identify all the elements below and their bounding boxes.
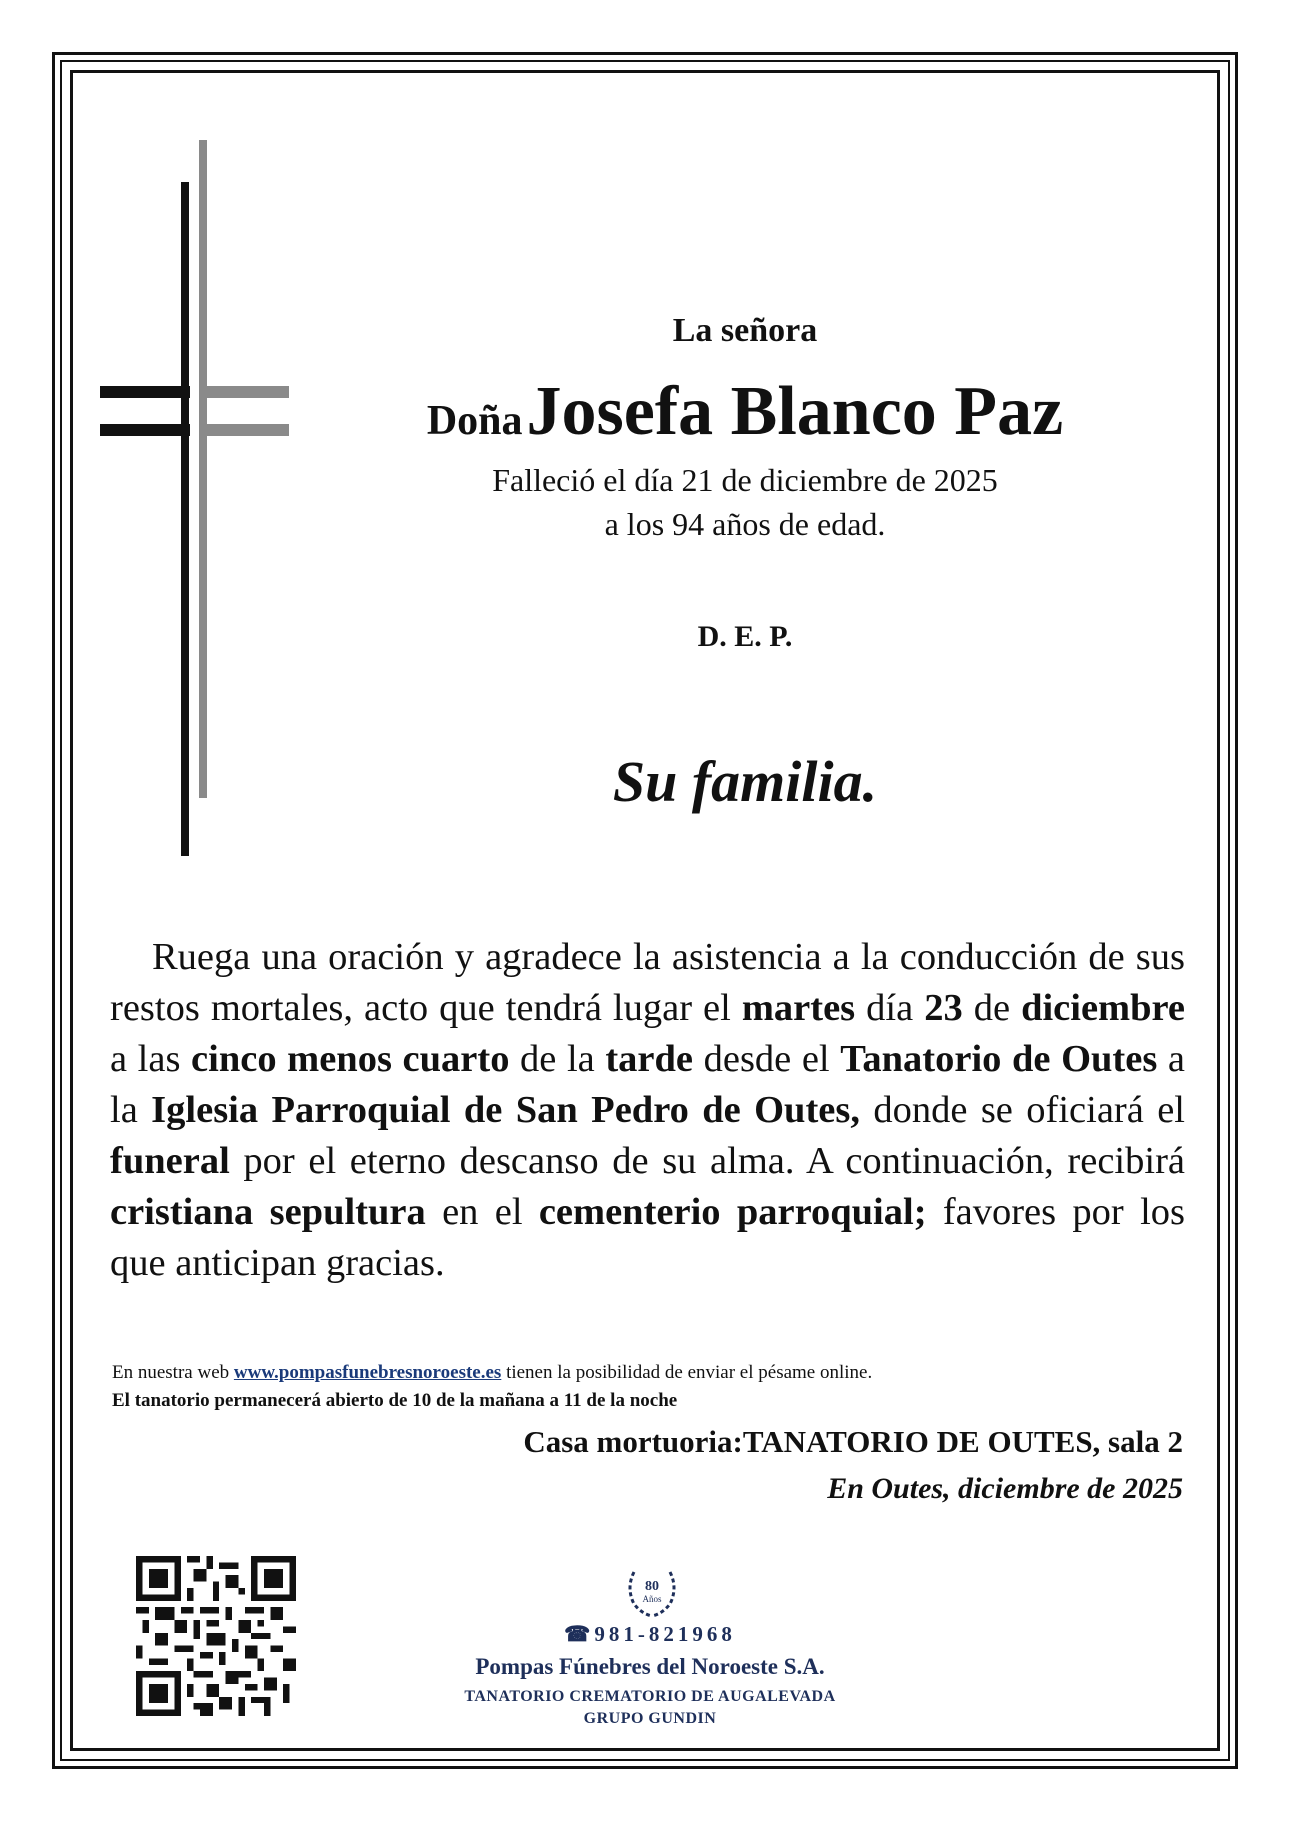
- emblem-number: 80: [645, 1579, 659, 1594]
- deceased-name: Josefa Blanco Paz: [526, 373, 1064, 450]
- body-text: día: [855, 987, 925, 1029]
- body-bold: Tanatorio de Outes: [840, 1038, 1158, 1080]
- body-text: donde se oficiará el: [859, 1089, 1185, 1131]
- cross-black-bar-top: [100, 386, 190, 398]
- body-text: en el: [425, 1191, 539, 1233]
- body-bold: cinco menos cuarto: [191, 1038, 510, 1080]
- website-link[interactable]: www.pompasfunebresnoroeste.es: [233, 1362, 502, 1383]
- cross-gray-bar-bottom: [199, 424, 289, 436]
- cross-black-bar-bottom: [100, 424, 190, 436]
- company-name: Pompas Fúnebres del Noroeste S.A.: [475, 1654, 825, 1679]
- qr-code-icon[interactable]: [136, 1556, 296, 1716]
- death-date: Falleció el día 21 de diciembre de 2025: [492, 462, 998, 498]
- body-text: desde el: [693, 1038, 841, 1080]
- body-bold: tarde: [605, 1038, 694, 1080]
- web-info-line: [112, 1362, 872, 1384]
- web-suffix: tienen la posibilidad de enviar el pésame online.: [501, 1362, 873, 1383]
- body-bold: martes: [741, 987, 856, 1029]
- body-text: a la: [110, 1038, 1186, 1131]
- body-bold: cementerio parroquial;: [538, 1191, 927, 1233]
- phone-icon: ☎: [564, 1622, 595, 1646]
- name-title: Doña: [426, 398, 523, 444]
- body-text: de: [962, 987, 1022, 1029]
- deceased-name-line: [350, 372, 1140, 452]
- cross-gray-vertical: [199, 140, 207, 798]
- phone-line: [400, 1622, 900, 1647]
- death-details: [350, 458, 1140, 546]
- body-text: por el eterno descanso de su alma. A continuación, recibirá: [229, 1140, 1185, 1182]
- body-bold: funeral: [110, 1140, 230, 1182]
- body-bold: 23: [924, 987, 963, 1029]
- age: a los 94 años de edad.: [604, 506, 886, 542]
- body-text: a las: [110, 1038, 192, 1080]
- phone-number[interactable]: 981-821968: [594, 1622, 736, 1646]
- emblem-word: Años: [642, 1594, 662, 1604]
- opening-hours: El tanatorio permanecerá abierto de 10 de la mañana a 11 de la noche: [112, 1390, 678, 1411]
- web-prefix: En nuestra web: [112, 1362, 234, 1383]
- body-bold: diciembre: [1021, 987, 1186, 1029]
- cross-gray-bar-top: [199, 386, 289, 398]
- family-signature: Su familia.: [612, 749, 878, 814]
- company-group: GRUPO GUNDIN: [583, 1710, 717, 1727]
- body-text: favores por los que anticipan gracias.: [110, 1191, 1185, 1284]
- body-bold: Iglesia Parroquial de San Pedro de Outes,: [151, 1089, 860, 1131]
- place-date: En Outes, diciembre de 2025: [827, 1472, 1183, 1505]
- dep: D. E. P.: [697, 620, 793, 653]
- company-subtitle: TANATORIO CREMATORIO DE AUGALEVADA: [464, 1688, 836, 1705]
- body-text: de la: [509, 1038, 606, 1080]
- eighty-years-emblem-icon: [620, 1556, 684, 1620]
- honorific: La señora: [672, 312, 818, 349]
- funeral-home-location: Casa mortuoria:TANATORIO DE OUTES, sala 2: [523, 1424, 1183, 1459]
- cross-black-vertical: [181, 182, 189, 856]
- body-text: Ruega una oración y agradece la asistencia a la conducción de sus restos mortales, acto que tendrá lugar el: [110, 936, 1185, 1029]
- body-bold: cristiana sepultura: [110, 1191, 426, 1233]
- announcement-body: [110, 932, 1185, 1289]
